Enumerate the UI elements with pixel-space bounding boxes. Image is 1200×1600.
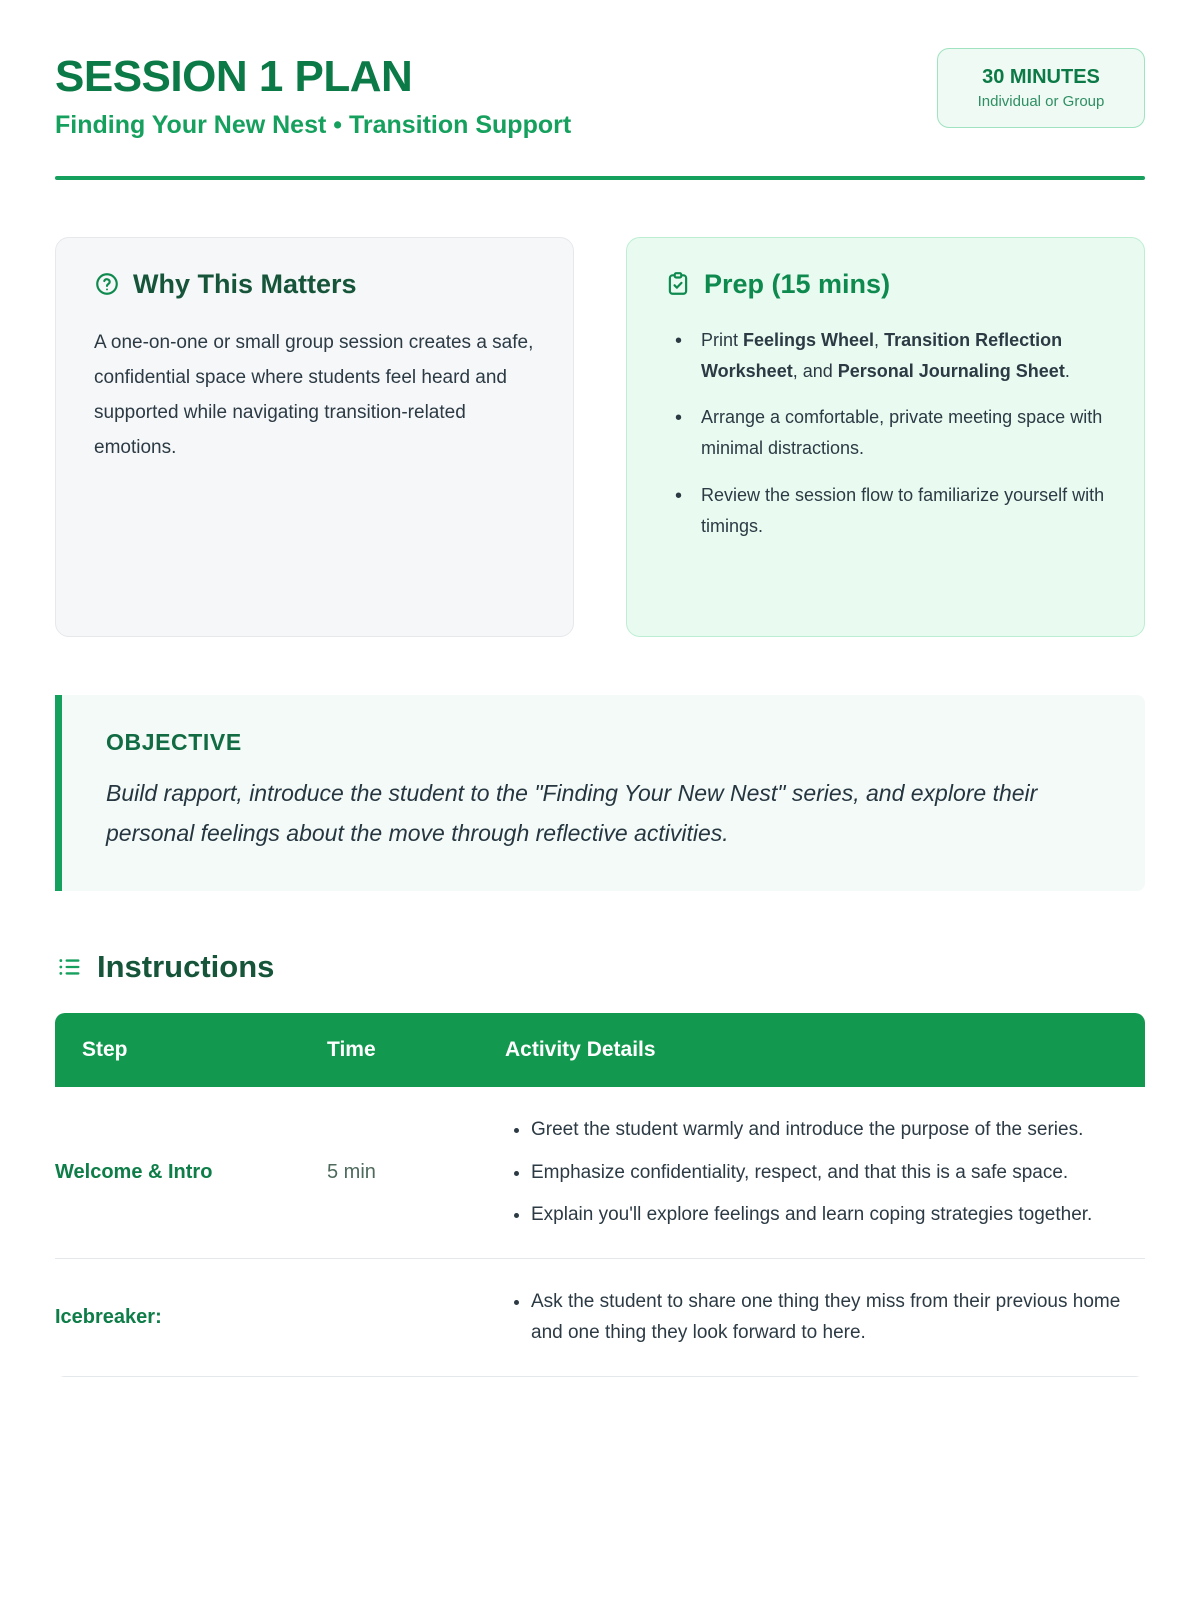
table-body: [55, 1087, 1145, 1376]
instructions-header: [55, 949, 1145, 985]
why-card-header: [94, 268, 535, 300]
table-row: [55, 1087, 1145, 1259]
objective-text: Build rapport, introduce the student to the "Finding Your New Nest" series, and explore their personal feelings about the move through reflective activities.: [106, 780, 1038, 846]
activity-list-item: • Explain you'll explore feelings and learn coping strategies together.: [531, 1200, 1145, 1230]
why-this-matters-card: [55, 237, 574, 637]
column-header-time: Time: [327, 1013, 505, 1087]
prep-list-item: • Print Feelings Wheel, Transition Reflection Worksheet, and Personal Journaling Sheet.: [665, 325, 1106, 387]
table-header: [55, 1013, 1145, 1087]
ordered-list-icon: [55, 953, 83, 981]
cell-activity-details: [505, 1259, 1145, 1377]
table-row: [55, 1259, 1145, 1377]
info-cards: [55, 237, 1145, 637]
prep-card-title: Prep (15 mins): [704, 269, 891, 300]
page-header: [55, 48, 1145, 140]
cell-time: 5 min: [327, 1087, 505, 1259]
prep-list-item: • Arrange a comfortable, private meeting space with minimal distractions.: [665, 402, 1106, 464]
badge-duration: 30 MINUTES: [982, 66, 1100, 88]
why-card-body: A one-on-one or small group session creates a safe, confidential space where students feel heard and supported while navigating transition-related emotions.: [94, 331, 534, 458]
column-header-activity: Activity Details: [505, 1013, 1145, 1087]
instructions-table: [55, 1013, 1145, 1377]
activity-list-item: • Ask the student to share one thing they miss from their previous home and one thing they look forward to here.: [531, 1287, 1145, 1348]
prep-card-header: [665, 268, 1106, 300]
column-header-step: Step: [55, 1013, 327, 1087]
page-title: SESSION 1 PLAN: [55, 52, 413, 101]
clipboard-check-icon: [665, 271, 691, 297]
duration-badge: [937, 48, 1145, 128]
cell-step: Welcome & Intro: [55, 1087, 327, 1259]
table-header-row: [55, 1013, 1145, 1087]
activity-list-item: • Greet the student warmly and introduce the purpose of the series.: [531, 1115, 1145, 1145]
page-subtitle: Finding Your New Nest • Transition Support: [55, 111, 572, 140]
instructions-title: Instructions: [97, 949, 275, 985]
prep-list: [665, 325, 1106, 543]
prep-list-item: • Review the session flow to familiarize yourself with timings.: [665, 480, 1106, 542]
objective-section: [55, 695, 1145, 891]
cell-time: [327, 1259, 505, 1377]
activity-list: [505, 1115, 1145, 1230]
objective-label: OBJECTIVE: [106, 729, 242, 756]
cell-activity-details: [505, 1087, 1145, 1259]
why-card-title: Why This Matters: [133, 269, 357, 300]
header-divider: [55, 176, 1145, 180]
badge-format: Individual or Group: [977, 93, 1105, 110]
title-block: [55, 48, 571, 140]
activity-list: [505, 1287, 1145, 1348]
question-circle-icon: [94, 271, 120, 297]
cell-step: Icebreaker:: [55, 1259, 327, 1377]
prep-card: [626, 237, 1145, 637]
activity-list-item: • Emphasize confidentiality, respect, and that this is a safe space.: [531, 1158, 1145, 1188]
